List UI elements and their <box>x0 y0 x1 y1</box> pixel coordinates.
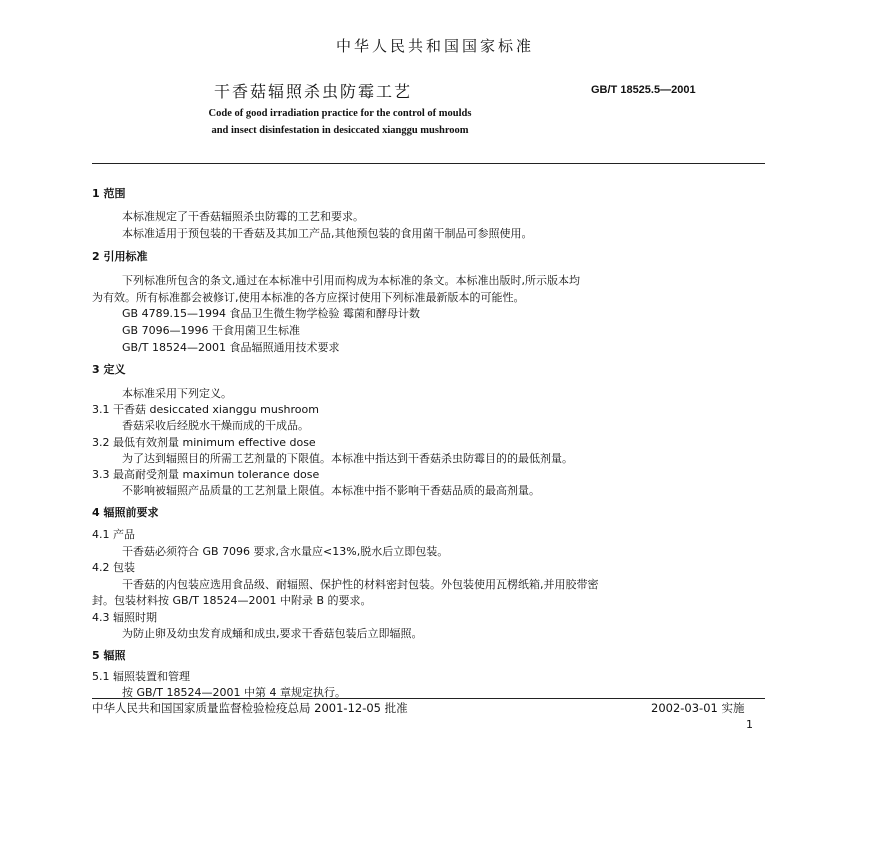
definition-3-2-title: 3.2 最低有效剂量 minimum effective dose <box>92 436 316 449</box>
subsection-4-3-text: 为防止卵及幼虫发育成蛹和成虫,要求干香菇包装后立即辐照。 <box>122 627 423 640</box>
subsection-4-2-text-2: 封。包装材料按 GB/T 18524—2001 中附录 B 的要求。 <box>92 594 372 607</box>
section-5-heading: 5 辐照 <box>92 649 126 662</box>
subsection-5-1-text: 按 GB/T 18524—2001 中第 4 章规定执行。 <box>122 686 346 699</box>
header-divider <box>92 163 765 164</box>
section-2-para-1: 下列标准所包含的条文,通过在本标准中引用而构成为本标准的条文。本标准出版时,所示版本均 <box>122 274 580 287</box>
subsection-4-1-text: 干香菇必须符合 GB 7096 要求,含水量应<13%,脱水后立即包装。 <box>122 545 449 558</box>
document-title-zh: 干香菇辐照杀虫防霉工艺 <box>214 82 413 101</box>
subsection-4-1-title: 4.1 产品 <box>92 528 135 541</box>
national-standard-header: 中华人民共和国国家标准 <box>335 37 534 55</box>
section-1-heading: 1 范围 <box>92 187 126 200</box>
approval-statement: 中华人民共和国国家质量监督检验检疫总局 2001-12-05 批准 <box>92 701 408 715</box>
reference-item: GB 7096—1996 干食用菌卫生标准 <box>122 324 301 337</box>
reference-item: GB/T 18524—2001 食品辐照通用技术要求 <box>122 341 340 354</box>
subsection-4-2-title: 4.2 包装 <box>92 561 135 574</box>
section-2-heading: 2 引用标准 <box>92 250 148 263</box>
definition-3-3-title: 3.3 最高耐受剂量 maximun tolerance dose <box>92 468 320 481</box>
section-1-para-2: 本标准适用于预包装的干香菇及其加工产品,其他预包装的食用菌干制品可参照使用。 <box>122 227 533 240</box>
section-3-intro: 本标准采用下列定义。 <box>122 387 232 400</box>
section-3-heading: 3 定义 <box>92 363 126 376</box>
section-4-heading: 4 辐照前要求 <box>92 506 159 519</box>
footer-divider <box>92 698 765 699</box>
subsection-5-1-title: 5.1 辐照装置和管理 <box>92 670 190 683</box>
definition-3-1-text: 香菇采收后经脱水干燥而成的干成品。 <box>122 419 309 432</box>
subsection-4-3-title: 4.3 辐照时期 <box>92 611 157 624</box>
page-number: 1 <box>746 718 753 731</box>
document-title-en-line2: and insect disinfestation in desiccated xianggu mushroom <box>211 125 469 136</box>
document-title-en-line1: Code of good irradiation practice for the control of moulds <box>208 108 472 119</box>
section-2-para-2: 为有效。所有标准都会被修订,使用本标准的各方应探讨使用下列标准最新版本的可能性。 <box>92 291 525 304</box>
definition-3-3-text: 不影响被辐照产品质量的工艺剂量上限值。本标准中指不影响干香菇品质的最高剂量。 <box>122 484 540 497</box>
implementation-date: 2002-03-01 实施 <box>651 701 745 715</box>
reference-item: GB 4789.15—1994 食品卫生微生物学检验 霉菌和酵母计数 <box>122 307 421 320</box>
definition-3-1-title: 3.1 干香菇 desiccated xianggu mushroom <box>92 403 319 416</box>
standard-number: GB/T 18525.5—2001 <box>591 84 696 96</box>
section-1-para-1: 本标准规定了干香菇辐照杀虫防霉的工艺和要求。 <box>122 210 364 223</box>
subsection-4-2-text-1: 干香菇的内包装应选用食品级、耐辐照、保护性的材料密封包装。外包装使用瓦楞纸箱,并用胶带密 <box>122 578 599 591</box>
definition-3-2-text: 为了达到辐照目的所需工艺剂量的下限值。本标准中指达到干香菇杀虫防霉目的的最低剂量。 <box>122 452 573 465</box>
